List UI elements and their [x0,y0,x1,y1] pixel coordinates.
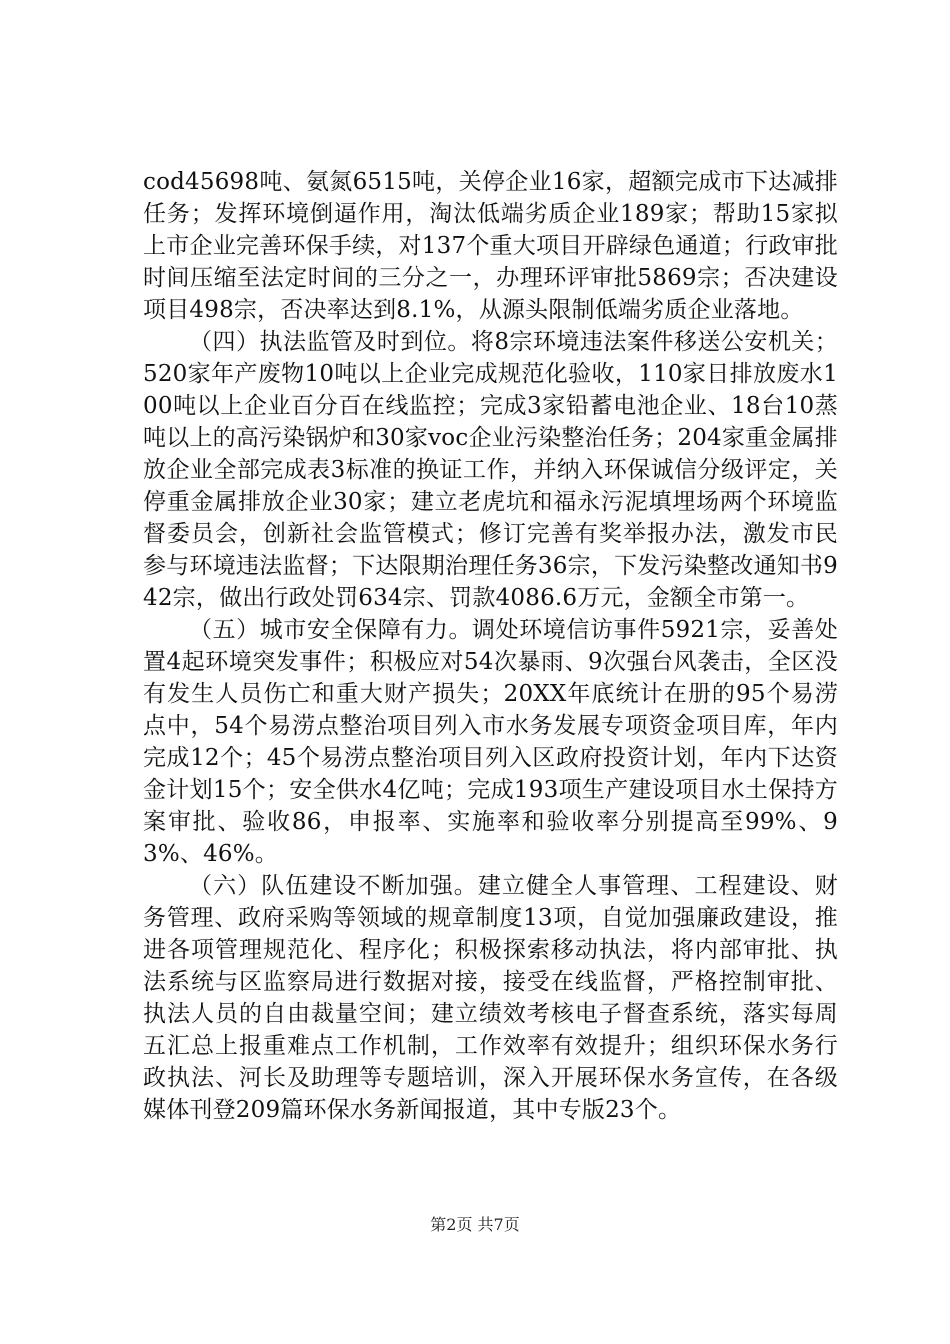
document-body [143,166,838,1126]
paragraph-city-safety: （五）城市安全保障有力。调处环境信访事件5921宗，妥善处置4起环境突发事件；积极应对54次暴雨、9次强台风袭击，全区没有发生人员伤亡和重大财产损失；20XX年底统计在册的95个易涝点中，54个易涝点整治项目列入市水务发展专项资金项目库，年内完成12个；45个易涝点整治项目列入区政府投资计划，年内下达资金计划15个；安全供水4亿吨；完成193项生产建设项目水土保持方案审批、验收86，申报率、实施率和验收率分别提高至99%、93%、46%。 [143,617,838,867]
paragraph-continuation: cod45698吨、氨氮6515吨，关停企业16家，超额完成市下达减排任务；发挥环境倒逼作用，淘汰低端劣质企业189家；帮助15家拟上市企业完善环保手续，对137个重大项目开辟绿色通道；行政审批时间压缩至法定时间的三分之一，办理环评审批5869宗；否决建设项目498宗，否决率达到8.1%，从源头限制低端劣质企业落地。 [143,169,838,323]
page-footer: 第2页 共7页 [430,1215,520,1234]
paragraph-team-building: （六）队伍建设不断加强。建立健全人事管理、工程建设、财务管理、政府采购等领域的规章制度13项，自觉加强廉政建设，推进各项管理规范化、程序化；积极探索移动执法，将内部审批、执法系统与区监察局进行数据对接，接受在线监督，严格控制审批、执法人员的自由裁量空间；建立绩效考核电子督查系统，落实每周五汇总上报重难点工作机制，工作效率有效提升；组织环保水务行政执法、河长及助理等专题培训，深入开展环保水务宣传，在各级媒体刊登209篇环保水务新闻报道，其中专版23个。 [143,873,838,1123]
paragraph-enforcement: （四）执法监管及时到位。将8宗环境违法案件移送公安机关；520家年产废物10吨以上企业完成规范化验收，110家日排放废水100吨以上企业百分百在线监控；完成3家铅蓄电池企业、18台10蒸吨以上的高污染锅炉和30家voc企业污染整治任务；204家重金属排放企业全部完成表3标准的换证工作，并纳入环保诚信分级评定，关停重金属排放企业30家；建立老虎坑和福永污泥填埋场两个环境监督委员会，创新社会监管模式；修订完善有奖举报办法，激发市民参与环境违法监督；下达限期治理任务36宗，下发污染整改通知书942宗，做出行政处罚634宗、罚款4086.6万元，金额全市第一。 [143,329,838,611]
